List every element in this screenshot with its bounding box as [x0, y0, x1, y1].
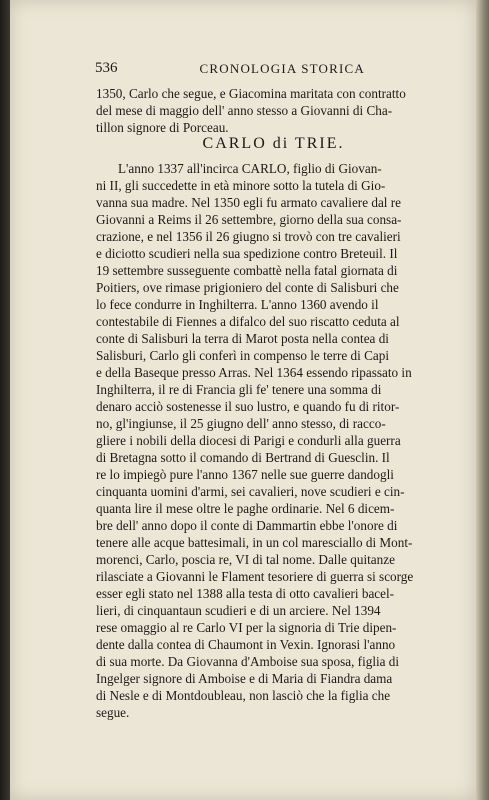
page-edge [476, 0, 489, 800]
text-line: bre dell' anno dopo il conte di Dammartin ebbe l'onore di [96, 518, 398, 533]
text-line: Poitiers, ove rimase prigioniero del conte di Salisburi che [96, 280, 399, 295]
text-line: re lo impiegò pure l'anno 1367 nelle sue guerre dandogli [96, 467, 394, 482]
text-line: esser egli stato nel 1388 alla testa di otto cavalieri bacel- [96, 586, 395, 601]
text-line: contestabile di Fiennes a difalco del suo riscatto ceduta al [96, 314, 400, 329]
book-spine-shadow [0, 0, 10, 800]
text-line: ni II, gli succedette in età minore sotto la tutela di Gio- [96, 178, 386, 193]
page-header [95, 60, 365, 80]
text-line: vanna sua madre. Nel 1350 egli fu armato cavaliere dal re [96, 195, 402, 210]
text-line: Inghilterra, il re di Francia gli fe' tenere una somma di [96, 382, 382, 397]
text-line: di sua morte. Da Giovanna d'Amboise sua sposa, figlia di [96, 654, 400, 669]
text-line: rilasciate a Giovanni le Flament tesoriere di guerra si scorge [96, 569, 414, 584]
text-line: e diciotto scudieri nella sua spedizione contro Breteuil. Il [96, 246, 398, 261]
text-line: tillon signore di Porceau. [96, 120, 229, 135]
text-line: denaro acciò sostenesse il suo lustro, e quando fu di ritor- [96, 399, 400, 414]
text-line: no, gl'ingiunse, il 25 giugno dell' anno stesso, di racco- [96, 416, 386, 431]
text-line: morenci, Carlo, poscia re, VI di tal nome. Dalle quitanze [96, 552, 395, 567]
text-line: del mese di maggio dell' anno stesso a Giovanni di Cha- [96, 103, 393, 118]
text-line: L'anno 1337 all'incirca CARLO, figlio di Giovan- [118, 161, 382, 176]
text-line: segue. [96, 705, 130, 720]
text-line: Ingelger signore di Amboise e di Maria di Fiandra dama [96, 671, 393, 686]
text-line: rese omaggio al re Carlo VI per la signoria di Trie dipen- [96, 620, 397, 635]
text-line: Salisburi, Carlo gli conferì in compenso le terre di Capi [96, 348, 389, 363]
text-line: lieri, di cinquantaun scudieri e di un arciere. Nel 1394 [96, 603, 381, 618]
text-line: cinquanta uomini d'armi, sei cavalieri, nove scudieri e cin- [96, 484, 405, 499]
text-line: 1350, Carlo che segue, e Giacomina maritata con contratto [96, 86, 406, 101]
page-number: 536 [95, 60, 118, 76]
text-line: quanta lire il mese oltre le paghe ordinarie. Nel 6 dicem- [96, 501, 395, 516]
section-title: CARLO di TRIE. [202, 135, 345, 152]
text-line: 19 settembre susseguente combattè nella fatal giornata di [96, 263, 398, 278]
text-line: e della Baseque presso Arras. Nel 1364 essendo ripassato in [96, 365, 412, 380]
text-line: conte di Salisburi la terra di Marot posta nella contea di [96, 331, 389, 346]
text-line: gliere i nobili della diocesi di Parigi e condurli alla guerra [96, 433, 401, 448]
text-line: tenere alle acque battesimali, in un col maresciallo di Mont- [96, 535, 413, 550]
text-line: di Bretagna sotto il comando di Bertrand di Guesclin. Il [96, 450, 390, 465]
text-line: Giovanni a Reims il 26 settembre, giorno della sua consa- [96, 212, 402, 227]
text-line: lo fece condurre in Inghilterra. L'anno 1360 avendo il [96, 297, 379, 312]
text-line: crazione, e nel 1356 il 26 giugno si trovò con tre cavalieri [96, 229, 401, 244]
text-line: dente dalla contea di Chaumont in Vexin. Ignorasi l'anno [96, 637, 396, 652]
text-line: di Nesle e di Montdoubleau, non lasciò che la figlia che [96, 688, 391, 703]
running-title: CRONOLOGIA STORICA [199, 61, 365, 76]
